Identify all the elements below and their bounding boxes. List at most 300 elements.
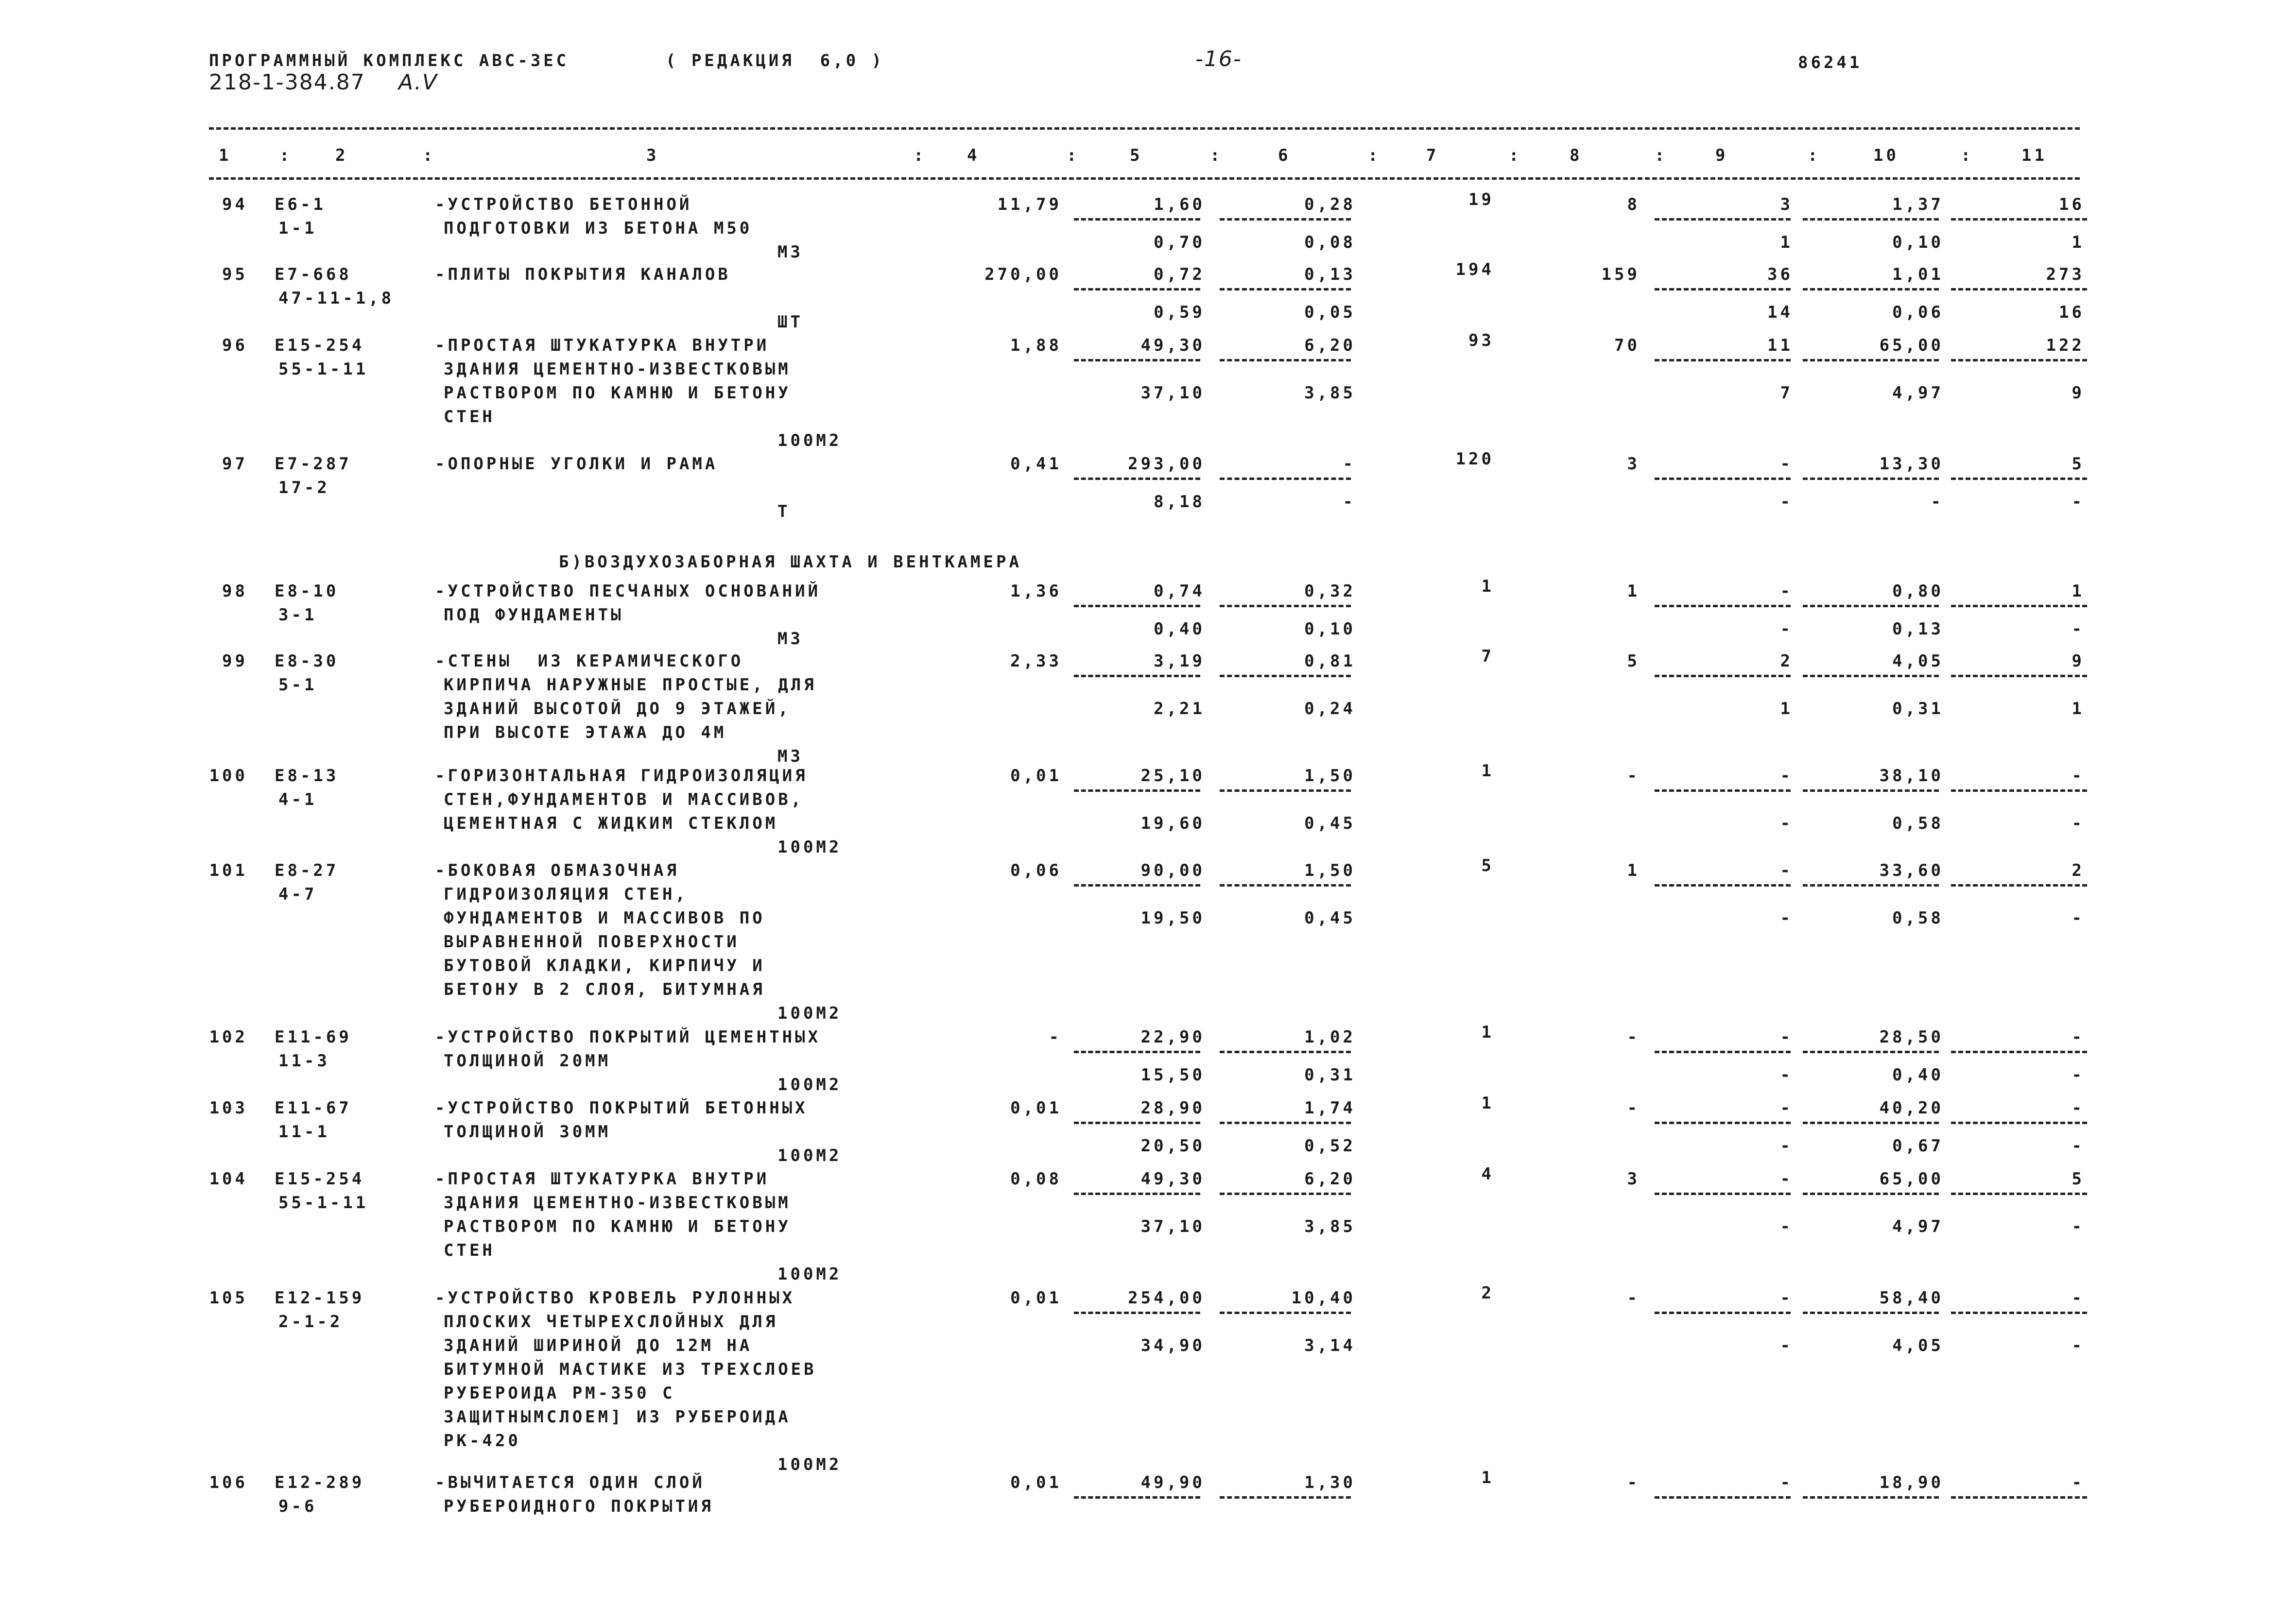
column-header-4: 4 (967, 146, 980, 165)
divider-col6 (1220, 1496, 1351, 1499)
row-value-col11: 1 (2072, 581, 2085, 601)
row-description: ВЫРАВНЕННОЙ ПОВЕРХНОСТИ (444, 932, 740, 952)
row-value-col7: 7 (1481, 647, 1494, 666)
divider-col6 (1220, 884, 1351, 887)
row-description: ЦЕМЕНТНАЯ С ЖИДКИМ СТЕКЛОМ (444, 814, 778, 833)
row-code: 4-7 (278, 885, 317, 904)
divider-col6 (1220, 359, 1351, 361)
row-value-col8: 5 (1627, 651, 1640, 671)
row-value-col8: 70 (1614, 336, 1640, 355)
row-value-col9-sub: 1 (1780, 699, 1793, 718)
row-description: -ГОРИЗОНТАЛЬНАЯ ГИДРОИЗОЛЯЦИЯ (435, 766, 808, 786)
row-description: РАСТВОРОМ ПО КАМНЮ И БЕТОНУ (444, 383, 791, 403)
row-value-col5: 0,74 (1154, 581, 1205, 601)
row-quantity: 0,08 (1010, 1169, 1062, 1189)
row-code: Е8-10 (275, 581, 339, 601)
row-value-col10-sub: 0,67 (1892, 1136, 1944, 1156)
divider-col9 (1655, 1312, 1791, 1314)
row-quantity: 2,33 (1010, 651, 1062, 671)
row-value-col10-sub: 0,58 (1892, 908, 1944, 928)
divider-col11 (1951, 218, 2087, 221)
row-code: Е12-289 (275, 1473, 365, 1492)
row-code: Е6-1 (275, 195, 326, 214)
divider-col9 (1655, 1496, 1791, 1499)
divider-col10 (1803, 288, 1939, 290)
row-description: -УСТРОЙСТВО ПОКРЫТИЙ ЦЕМЕНТНЫХ (435, 1027, 821, 1047)
row-value-col6: 1,02 (1304, 1027, 1356, 1047)
row-value-col5-sub: 0,70 (1154, 233, 1205, 252)
row-unit: 100М2 (777, 1455, 842, 1474)
divider-col5 (1074, 675, 1200, 677)
row-value-col5-sub: 20,50 (1140, 1136, 1205, 1156)
row-value-col10-sub: - (1931, 492, 1944, 512)
row-description: СТЕН,ФУНДАМЕНТОВ И МАССИВОВ, (444, 790, 804, 809)
row-value-col5-sub: 19,60 (1140, 814, 1205, 833)
row-value-col10: 13,30 (1879, 454, 1944, 474)
row-value-col9: - (1780, 1027, 1793, 1047)
row-value-col11: 16 (2059, 195, 2085, 214)
row-code: 1-1 (278, 219, 317, 238)
row-number: 95 (222, 265, 248, 284)
program-title: ПРОГРАММНЫЙ КОМПЛЕКС АВС-3ЕС (209, 51, 570, 70)
divider-col9 (1655, 1193, 1791, 1195)
row-value-col9: 11 (1767, 336, 1793, 355)
row-value-col8: 8 (1627, 195, 1640, 214)
divider-col11 (1951, 359, 2087, 361)
row-quantity: 0,06 (1010, 861, 1062, 880)
row-value-col7: 19 (1468, 190, 1494, 209)
column-header-10: 10 (1873, 146, 1899, 165)
column-separator: : (1655, 146, 1668, 165)
row-value-col10-sub: 0,10 (1892, 233, 1944, 252)
row-value-col6-sub: 0,52 (1304, 1136, 1356, 1156)
row-value-col5: 49,90 (1140, 1473, 1205, 1492)
row-description: -БОКОВАЯ ОБМАЗОЧНАЯ (435, 861, 679, 880)
row-number: 97 (222, 454, 248, 474)
row-value-col6: - (1343, 454, 1356, 474)
row-description: СТЕН (444, 407, 495, 427)
row-value-col9: - (1780, 1098, 1793, 1118)
row-value-col9-sub: - (1780, 619, 1793, 639)
row-quantity: - (1049, 1027, 1062, 1047)
row-number: 104 (209, 1169, 248, 1189)
row-description: РАСТВОРОМ ПО КАМНЮ И БЕТОНУ (444, 1217, 791, 1236)
row-value-col6-sub: 3,85 (1304, 1217, 1356, 1236)
divider-col6 (1220, 1193, 1351, 1195)
row-value-col5: 0,72 (1154, 265, 1205, 284)
row-quantity: 0,01 (1010, 1473, 1062, 1492)
row-value-col8: 159 (1601, 265, 1640, 284)
row-quantity: 0,01 (1010, 1288, 1062, 1308)
row-unit: 100М2 (777, 1264, 842, 1284)
row-quantity: 0,41 (1010, 454, 1062, 474)
row-value-col10-sub: 4,97 (1892, 1217, 1944, 1236)
row-code: Е8-30 (275, 651, 339, 671)
divider-col9 (1655, 1051, 1791, 1053)
edition-label: ( РЕДАКЦИЯ 6,0 ) (666, 51, 884, 70)
row-value-col11-sub: - (2072, 908, 2085, 928)
row-unit: М3 (777, 242, 803, 262)
row-value-col6: 1,74 (1304, 1098, 1356, 1118)
row-value-col10-sub: 0,06 (1892, 303, 1944, 322)
row-value-col7: 1 (1481, 761, 1494, 781)
row-description: ФУНДАМЕНТОВ И МАССИВОВ ПО (444, 908, 765, 928)
row-number: 102 (209, 1027, 248, 1047)
row-value-col8: 1 (1627, 861, 1640, 880)
row-value-col10: 1,01 (1892, 265, 1944, 284)
row-value-col5-sub: 0,59 (1154, 303, 1205, 322)
row-description: -УСТРОЙСТВО КРОВЕЛЬ РУЛОННЫХ (435, 1288, 795, 1308)
row-value-col5: 49,30 (1140, 336, 1205, 355)
row-value-col6-sub: 0,08 (1304, 233, 1356, 252)
column-header-5: 5 (1130, 146, 1143, 165)
row-value-col11-sub: - (2072, 1217, 2085, 1236)
row-code: 17-2 (278, 478, 330, 497)
divider-col11 (1951, 789, 2087, 792)
row-value-col5: 25,10 (1140, 766, 1205, 786)
row-value-col5-sub: 37,10 (1140, 1217, 1205, 1236)
row-value-col11: 2 (2072, 861, 2085, 880)
divider-col10 (1803, 605, 1939, 607)
row-value-col6: 0,28 (1304, 195, 1356, 214)
row-value-col9: - (1780, 1473, 1793, 1492)
divider-col9 (1655, 605, 1791, 607)
row-number: 106 (209, 1473, 248, 1492)
row-value-col6-sub: 0,45 (1304, 908, 1356, 928)
divider-col6 (1220, 288, 1351, 290)
row-value-col6: 1,30 (1304, 1473, 1356, 1492)
row-value-col5: 1,60 (1154, 195, 1205, 214)
divider-col6 (1220, 218, 1351, 221)
document-code: 218-1-384.87 (209, 70, 365, 95)
row-value-col7: 4 (1481, 1164, 1494, 1184)
column-header-11: 11 (2021, 146, 2047, 165)
row-description: -ПРОСТАЯ ШТУКАТУРКА ВНУТРИ (435, 336, 770, 355)
row-number: 101 (209, 861, 248, 880)
row-unit: 100М2 (777, 1004, 842, 1023)
divider-col11 (1951, 478, 2087, 480)
row-value-col9: - (1780, 1169, 1793, 1189)
row-value-col11: - (2072, 1473, 2085, 1492)
row-value-col5-sub: 0,40 (1154, 619, 1205, 639)
divider-col6 (1220, 1122, 1351, 1124)
row-value-col8: - (1627, 1473, 1640, 1492)
row-quantity: 270,00 (984, 265, 1062, 284)
divider-col6 (1220, 789, 1351, 792)
row-value-col6-sub: 0,10 (1304, 619, 1356, 639)
row-description: -ОПОРНЫЕ УГОЛКИ И РАМА (435, 454, 718, 474)
row-description: -УСТРОЙСТВО БЕТОННОЙ (435, 195, 692, 214)
divider-col6 (1220, 675, 1351, 677)
row-value-col10: 4,05 (1892, 651, 1944, 671)
row-value-col10-sub: 0,31 (1892, 699, 1944, 718)
row-unit: 100М2 (777, 1075, 842, 1094)
row-value-col11: - (2072, 1098, 2085, 1118)
row-value-col11: - (2072, 1027, 2085, 1047)
divider-col5 (1074, 218, 1200, 221)
row-description: РУБЕРОИДА РМ-350 С (444, 1384, 675, 1403)
header-rule (209, 177, 2080, 180)
row-code: 4-1 (278, 790, 317, 809)
row-value-col10-sub: 0,13 (1892, 619, 1944, 639)
row-value-col5: 293,00 (1128, 454, 1205, 474)
row-value-col11-sub: 1 (2072, 699, 2085, 718)
column-separator: : (279, 146, 293, 165)
row-value-col5-sub: 2,21 (1154, 699, 1205, 718)
divider-col11 (1951, 1122, 2087, 1124)
divider-col11 (1951, 1312, 2087, 1314)
row-value-col9-sub: - (1780, 908, 1793, 928)
divider-col10 (1803, 884, 1939, 887)
row-code: Е11-69 (275, 1027, 352, 1047)
divider-col11 (1951, 288, 2087, 290)
row-value-col11-sub: - (2072, 1065, 2085, 1085)
divider-col9 (1655, 1122, 1791, 1124)
row-description: ПОДГОТОВКИ ИЗ БЕТОНА М50 (444, 219, 753, 238)
row-value-col6-sub: 0,24 (1304, 699, 1356, 718)
divider-col5 (1074, 1122, 1200, 1124)
row-description: БУТОВОЙ КЛАДКИ, КИРПИЧУ И (444, 956, 765, 975)
divider-col10 (1803, 1496, 1939, 1499)
row-value-col10: 0,80 (1892, 581, 1944, 601)
divider-col10 (1803, 1122, 1939, 1124)
row-value-col9: 3 (1780, 195, 1793, 214)
row-description: КИРПИЧА НАРУЖНЫЕ ПРОСТЫЕ, ДЛЯ (444, 675, 817, 695)
row-value-col11-sub: - (2072, 1136, 2085, 1156)
row-description: СТЕН (444, 1241, 495, 1260)
divider-col11 (1951, 884, 2087, 887)
row-value-col10: 1,37 (1892, 195, 1944, 214)
row-description: -УСТРОЙСТВО ПОКРЫТИЙ БЕТОННЫХ (435, 1098, 808, 1118)
row-value-col6-sub: 3,85 (1304, 383, 1356, 403)
row-value-col11: 273 (2046, 265, 2085, 284)
row-value-col7: 1 (1481, 1468, 1494, 1487)
row-value-col6-sub: 3,14 (1304, 1336, 1356, 1355)
row-value-col10-sub: 4,05 (1892, 1336, 1944, 1355)
row-value-col11: - (2072, 766, 2085, 786)
column-separator: : (914, 146, 927, 165)
row-code: 2-1-2 (278, 1312, 343, 1332)
document-number: 86241 (1798, 53, 1863, 72)
divider-col10 (1803, 1051, 1939, 1053)
row-value-col10: 65,00 (1879, 1169, 1944, 1189)
row-code: 3-1 (278, 605, 317, 625)
row-value-col11-sub: - (2072, 1336, 2085, 1355)
row-code: 55-1-11 (278, 1193, 369, 1213)
row-value-col6-sub: - (1343, 492, 1356, 512)
divider-col10 (1803, 359, 1939, 361)
divider-col10 (1803, 478, 1939, 480)
row-value-col9-sub: - (1780, 1217, 1793, 1236)
row-value-col11-sub: - (2072, 492, 2085, 512)
divider-col10 (1803, 218, 1939, 221)
row-description: ЗДАНИЯ ЦЕМЕНТНО-ИЗВЕСТКОВЫМ (444, 1193, 791, 1213)
row-value-col9-sub: 14 (1767, 303, 1793, 322)
row-value-col7: 1 (1481, 1093, 1494, 1113)
column-header-1: 1 (219, 146, 232, 165)
row-value-col7: 93 (1468, 331, 1494, 350)
divider-col6 (1220, 478, 1351, 480)
row-quantity: 1,36 (1010, 581, 1062, 601)
divider-col10 (1803, 675, 1939, 677)
row-description: -СТЕНЫ ИЗ КЕРАМИЧЕСКОГО (435, 651, 744, 671)
column-separator: : (423, 146, 436, 165)
row-value-col9-sub: 1 (1780, 233, 1793, 252)
row-value-col7: 1 (1481, 577, 1494, 596)
row-unit: М3 (777, 629, 803, 649)
row-value-col11: 9 (2072, 651, 2085, 671)
row-value-col11-sub: 1 (2072, 233, 2085, 252)
row-number: 99 (222, 651, 248, 671)
row-value-col6-sub: 0,31 (1304, 1065, 1356, 1085)
row-code: Е15-254 (275, 1169, 365, 1189)
row-description: РУБЕРОИДНОГО ПОКРЫТИЯ (444, 1497, 714, 1516)
row-description: РК-420 (444, 1431, 521, 1451)
divider-col6 (1220, 1312, 1351, 1314)
row-value-col11-sub: 16 (2059, 303, 2085, 322)
row-value-col11: 5 (2072, 454, 2085, 474)
row-value-col6: 1,50 (1304, 861, 1356, 880)
divider-col9 (1655, 789, 1791, 792)
row-value-col11-sub: - (2072, 814, 2085, 833)
row-value-col9: - (1780, 581, 1793, 601)
row-value-col7: 194 (1455, 260, 1494, 279)
divider-col5 (1074, 1312, 1200, 1314)
row-value-col5-sub: 37,10 (1140, 383, 1205, 403)
row-value-col10-sub: 4,97 (1892, 383, 1944, 403)
divider-col10 (1803, 1312, 1939, 1314)
row-code: Е7-287 (275, 454, 352, 474)
divider-col11 (1951, 1051, 2087, 1053)
row-code: 11-3 (278, 1051, 330, 1071)
row-description: -ВЫЧИТАЕТСЯ ОДИН СЛОЙ (435, 1473, 705, 1492)
row-code: 9-6 (278, 1497, 317, 1516)
row-value-col5: 254,00 (1128, 1288, 1205, 1308)
divider-col11 (1951, 605, 2087, 607)
row-value-col6: 1,50 (1304, 766, 1356, 786)
row-description: ЗДАНИЙ ШИРИНОЙ ДО 12М НА (444, 1336, 753, 1355)
row-value-col7: 120 (1455, 449, 1494, 469)
row-description: ЗДАНИЯ ЦЕМЕНТНО-ИЗВЕСТКОВЫМ (444, 359, 791, 379)
row-value-col5-sub: 34,90 (1140, 1336, 1205, 1355)
row-description: ЗДАНИЙ ВЫСОТОЙ ДО 9 ЭТАЖЕЙ, (444, 699, 791, 718)
row-value-col5: 22,90 (1140, 1027, 1205, 1047)
row-description: -ПРОСТАЯ ШТУКАТУРКА ВНУТРИ (435, 1169, 770, 1189)
row-description: ПРИ ВЫСОТЕ ЭТАЖА ДО 4М (444, 723, 727, 742)
row-code: Е15-254 (275, 336, 365, 355)
row-unit: 100М2 (777, 837, 842, 857)
row-value-col6-sub: 0,45 (1304, 814, 1356, 833)
divider-col11 (1951, 1193, 2087, 1195)
row-value-col9-sub: - (1780, 1065, 1793, 1085)
row-unit: 100М2 (777, 1146, 842, 1165)
row-value-col8: 1 (1627, 581, 1640, 601)
divider-col9 (1655, 884, 1791, 887)
divider-col5 (1074, 789, 1200, 792)
row-description: ПОД ФУНДАМЕНТЫ (444, 605, 624, 625)
row-number: 98 (222, 581, 248, 601)
row-value-col11: 122 (2046, 336, 2085, 355)
column-header-8: 8 (1570, 146, 1583, 165)
row-description: ТОЛЩИНОЙ 30ММ (444, 1122, 611, 1142)
column-separator: : (1067, 146, 1080, 165)
row-value-col9: 2 (1780, 651, 1793, 671)
row-value-col5: 49,30 (1140, 1169, 1205, 1189)
row-value-col5-sub: 15,50 (1140, 1065, 1205, 1085)
row-quantity: 11,79 (997, 195, 1062, 214)
row-value-col7: 2 (1481, 1283, 1494, 1303)
row-description: -УСТРОЙСТВО ПЕСЧАНЫХ ОСНОВАНИЙ (435, 581, 821, 601)
row-value-col6: 0,32 (1304, 581, 1356, 601)
row-quantity: 0,01 (1010, 1098, 1062, 1118)
column-separator: : (1961, 146, 1974, 165)
divider-col9 (1655, 359, 1791, 361)
top-rule (209, 127, 2080, 130)
row-unit: 100М2 (777, 431, 842, 450)
row-value-col9-sub: - (1780, 814, 1793, 833)
divider-col5 (1074, 1193, 1200, 1195)
row-value-col10-sub: 0,58 (1892, 814, 1944, 833)
row-value-col5-sub: 19,50 (1140, 908, 1205, 928)
row-value-col10: 38,10 (1879, 766, 1944, 786)
row-value-col8: - (1627, 1288, 1640, 1308)
row-value-col9: - (1780, 861, 1793, 880)
row-code: Е12-159 (275, 1288, 365, 1308)
column-header-9: 9 (1715, 146, 1728, 165)
row-code: 11-1 (278, 1122, 330, 1142)
row-value-col7: 5 (1481, 856, 1494, 875)
row-value-col6: 6,20 (1304, 336, 1356, 355)
row-value-col9-sub: 7 (1780, 383, 1793, 403)
row-value-col5: 3,19 (1154, 651, 1205, 671)
row-value-col8: - (1627, 1098, 1640, 1118)
row-code: 5-1 (278, 675, 317, 695)
row-value-col11: - (2072, 1288, 2085, 1308)
row-value-col11-sub: 9 (2072, 383, 2085, 403)
row-value-col6: 0,13 (1304, 265, 1356, 284)
divider-col5 (1074, 478, 1200, 480)
divider-col6 (1220, 1051, 1351, 1053)
column-separator: : (1808, 146, 1821, 165)
section-title: Б)ВОЗДУХОЗАБОРНАЯ ШАХТА И ВЕНТКАМЕРА (559, 552, 1022, 572)
row-number: 100 (209, 766, 248, 786)
row-value-col10: 65,00 (1879, 336, 1944, 355)
row-value-col5: 90,00 (1140, 861, 1205, 880)
row-value-col6: 6,20 (1304, 1169, 1356, 1189)
divider-col10 (1803, 1193, 1939, 1195)
row-unit: Т (777, 502, 791, 521)
row-value-col10-sub: 0,40 (1892, 1065, 1944, 1085)
divider-col5 (1074, 884, 1200, 887)
row-value-col10: 18,90 (1879, 1473, 1944, 1492)
row-value-col6: 10,40 (1291, 1288, 1356, 1308)
document-code-suffix: A.V (398, 70, 438, 95)
column-header-6: 6 (1278, 146, 1291, 165)
row-number: 103 (209, 1098, 248, 1118)
row-value-col8: 3 (1627, 1169, 1640, 1189)
row-description: БИТУМНОЙ МАСТИКЕ ИЗ ТРЕХСЛОЕВ (444, 1360, 817, 1379)
row-value-col9: - (1780, 766, 1793, 786)
row-value-col6: 0,81 (1304, 651, 1356, 671)
row-value-col10: 40,20 (1879, 1098, 1944, 1118)
row-number: 105 (209, 1288, 248, 1308)
divider-col5 (1074, 359, 1200, 361)
column-separator: : (1210, 146, 1223, 165)
row-value-col11-sub: - (2072, 619, 2085, 639)
row-description: ГИДРОИЗОЛЯЦИЯ СТЕН, (444, 885, 688, 904)
divider-col9 (1655, 675, 1791, 677)
column-separator: : (1509, 146, 1522, 165)
